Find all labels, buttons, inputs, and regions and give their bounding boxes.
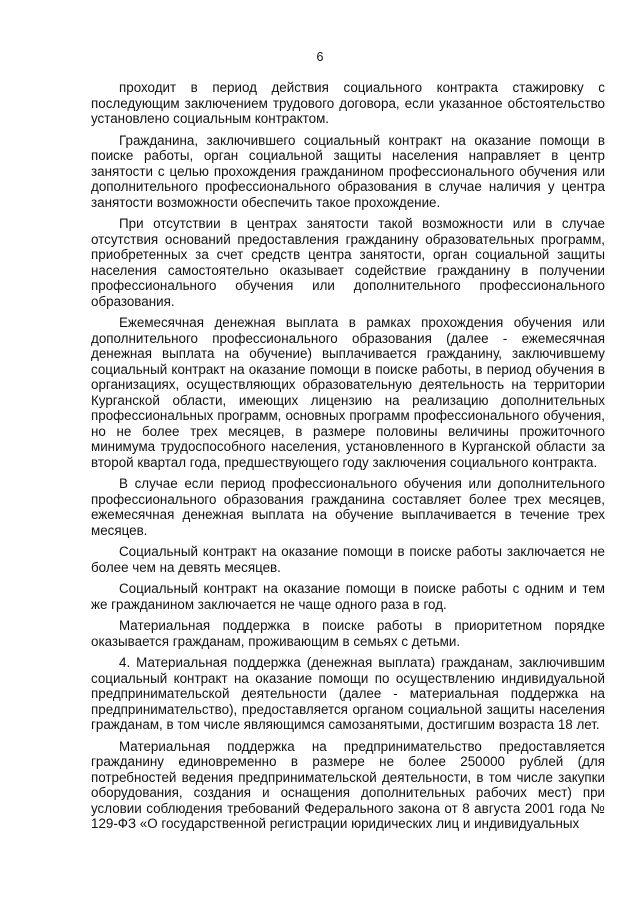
document-body bbox=[91, 80, 605, 838]
paragraph-10: Материальная поддержка на предпринимательство предоставляется гражданину единовременно в размере не более 250000 рублей (для потребностей ведения предпринимательской деятельности, в том числе закупки оборудования, создания и оснащения дополнительных рабочих мест) при условии соблюдения требований Федерального закона от 8 августа 2001 года № 129-ФЗ «О государственной регистрации юридических лиц и индивидуальных bbox=[91, 738, 605, 831]
paragraph-7: Социальный контракт на оказание помощи в поиске работы с одним и тем же гражданином заключается не чаще одного раза в год. bbox=[91, 581, 605, 612]
paragraph-1: проходит в период действия социального контракта стажировку с последующим заключением трудового договора, если указанное обстоятельство установлено социальным контрактом. bbox=[91, 80, 605, 126]
paragraph-3: При отсутствии в центрах занятости такой возможности или в случае отсутствия оснований предоставления гражданину образовательных программ, приобретенных за счет средств центра занятости, орган социальной защиты населения самостоятельно оказывает содействие гражданину в получении профессионального обучения или дополнительного профессионального образования. bbox=[91, 216, 605, 309]
paragraph-8: Материальная поддержка в поиске работы в приоритетном порядке оказывается гражданам, проживающим в семьях с детьми. bbox=[91, 618, 605, 649]
paragraph-2: Гражданина, заключившего социальный контракт на оказание помощи в поиске работы, орган социальной защиты населения направляет в центр занятости с целью прохождения гражданином профессионального обучения или дополнительного профессионального образования в случае наличия у центра занятости возможности обеспечить такое прохождение. bbox=[91, 132, 605, 210]
paragraph-9: 4. Материальная поддержка (денежная выплата) гражданам, заключившим социальный контракт на оказание помощи по осуществлению индивидуальной предпринимательской деятельности (далее - материальная поддержка на предпринимательство), предоставляется органом социальной защиты населения гражданам, в том числе являющимся самозанятыми, достигшим возраста 18 лет. bbox=[91, 655, 605, 732]
page-number: 6 bbox=[316, 50, 324, 64]
paragraph-4: Ежемесячная денежная выплата в рамках прохождения обучения или дополнительного профессионального образования (далее - ежемесячная денежная выплата на обучение) выплачивается гражданину, заключившему социальный контракт на оказание помощи в поиске работы, в период обучения в организациях, осуществляющих образовательную деятельность на территории Курганской области, имеющих лицензию на реализацию дополнительных профессиональных программ, основных программ профессионального обучения, но не более трех месяцев, в размере половины величины прожиточного минимума трудоспособного населения, установленного в Курганской области за второй квартал года, предшествующего году заключения социального контракта. bbox=[91, 315, 605, 470]
paragraph-6: Социальный контракт на оказание помощи в поиске работы заключается не более чем на девять месяцев. bbox=[91, 544, 605, 575]
paragraph-5: В случае если период профессионального обучения или дополнительного профессионального образования гражданина составляет более трех месяцев, ежемесячная денежная выплата на обучение выплачивается в течение трех месяцев. bbox=[91, 476, 605, 538]
